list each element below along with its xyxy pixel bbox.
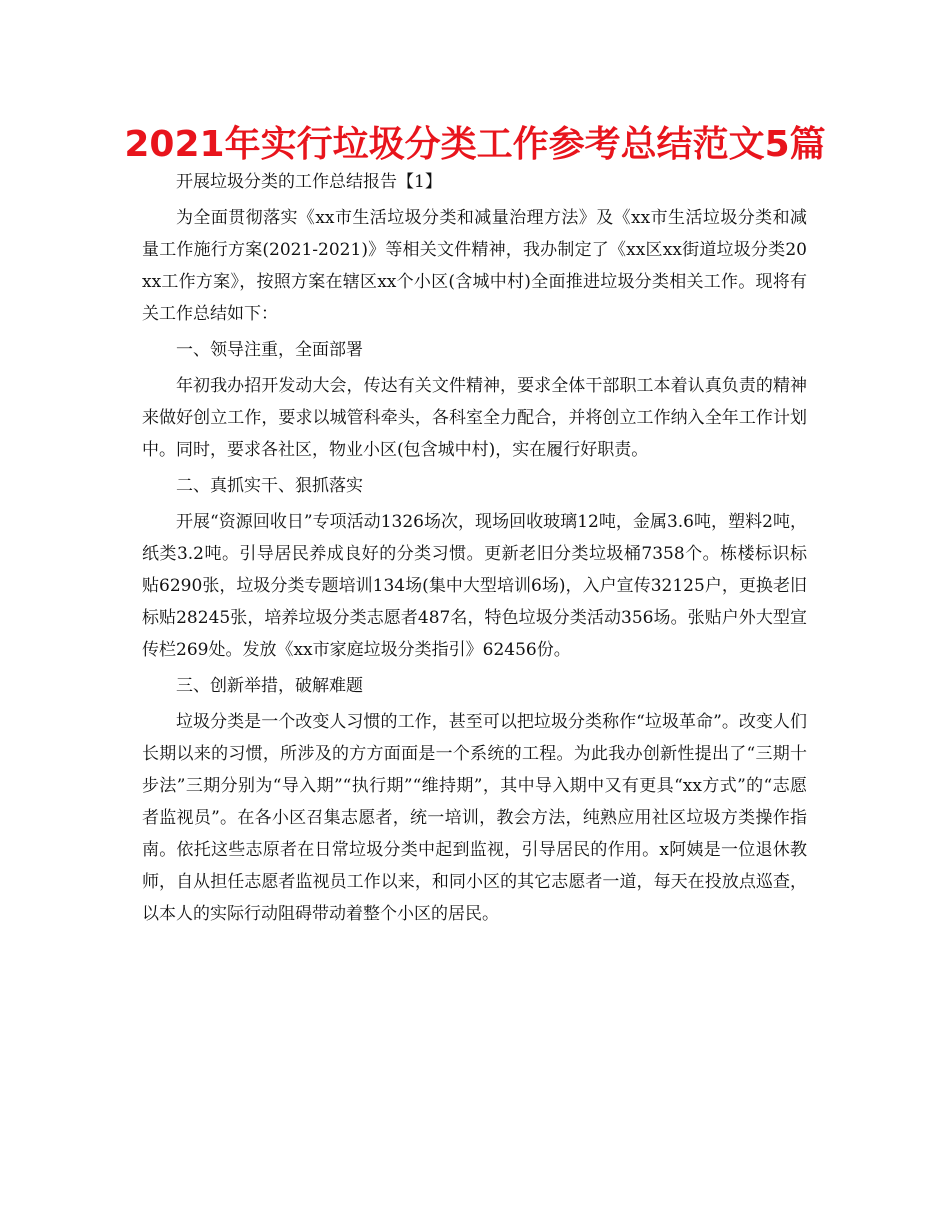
report-heading: 开展垃圾分类的工作总结报告【1】 [176,172,442,192]
section-paragraph-3: 垃圾分类是一个改变人习惯的工作，甚至可以把垃圾分类称作“垃圾革命”。改变人们长期以来的习惯，所涉及的方方面面是一个系统的工程。为此我办创新性提出了“三期十步法”三期分别为“导入期”“执行期”“维持期”，其中导入期中又有更具“xx方式”的“志愿者监视员”。在各小区召集志愿者，统一培训，教会方法，纯熟应用社区垃圾方类操作指南。依托这些志原者在日常垃圾分类中起到监视，引导居民的作用。x阿姨是一位退休教师，自从担任志愿者监视员工作以来，和同小区的其它志愿者一道，每天在投放点巡查，以本人的实际行动阻碍带动着整个小区的居民。 [142,712,807,924]
section-heading-3: 三、创新举措，破解难题 [176,676,363,696]
section-paragraph-1: 年初我办招开发动大会，传达有关文件精神，要求全体干部职工本着认真负责的精神来做好创立工作，要求以城管科牵头，各科室全力配合，并将创立工作纳入全年工作计划中。同时，要求各社区，物业小区(包含城中村)，实在履行好职责。 [142,376,807,460]
document-title: 2021年实行垃圾分类工作参考总结范文5篇 [124,124,826,165]
document-body [142,166,807,934]
section-heading-2: 二、真抓实干、狠抓落实 [176,476,363,496]
intro-paragraph: 为全面贯彻落实《xx市生活垃圾分类和减量治理方法》及《xx市生活垃圾分类和减量工作施行方案(2021-2021)》等相关文件精神，我办制定了《xx区xx街道垃圾分类20xx工作方案》，按照方案在辖区xx个小区(含城中村)全面推进垃圾分类相关工作。现将有关工作总结如下： [142,208,807,324]
section-paragraph-2: 开展“资源回收日”专项活动1326场次，现场回收玻璃12吨，金属3.6吨，塑料2吨，纸类3.2吨。引导居民养成良好的分类习惯。更新老旧分类垃圾桶7358个。栋楼标识标贴6290张，垃圾分类专题培训134场(集中大型培训6场)，入户宣传32125户，更换老旧标贴28245张，培养垃圾分类志愿者487名，特色垃圾分类活动356场。张贴户外大型宣传栏269处。发放《xx市家庭垃圾分类指引》62456份。 [142,512,807,660]
section-heading-1: 一、领导注重，全面部署 [176,340,363,360]
